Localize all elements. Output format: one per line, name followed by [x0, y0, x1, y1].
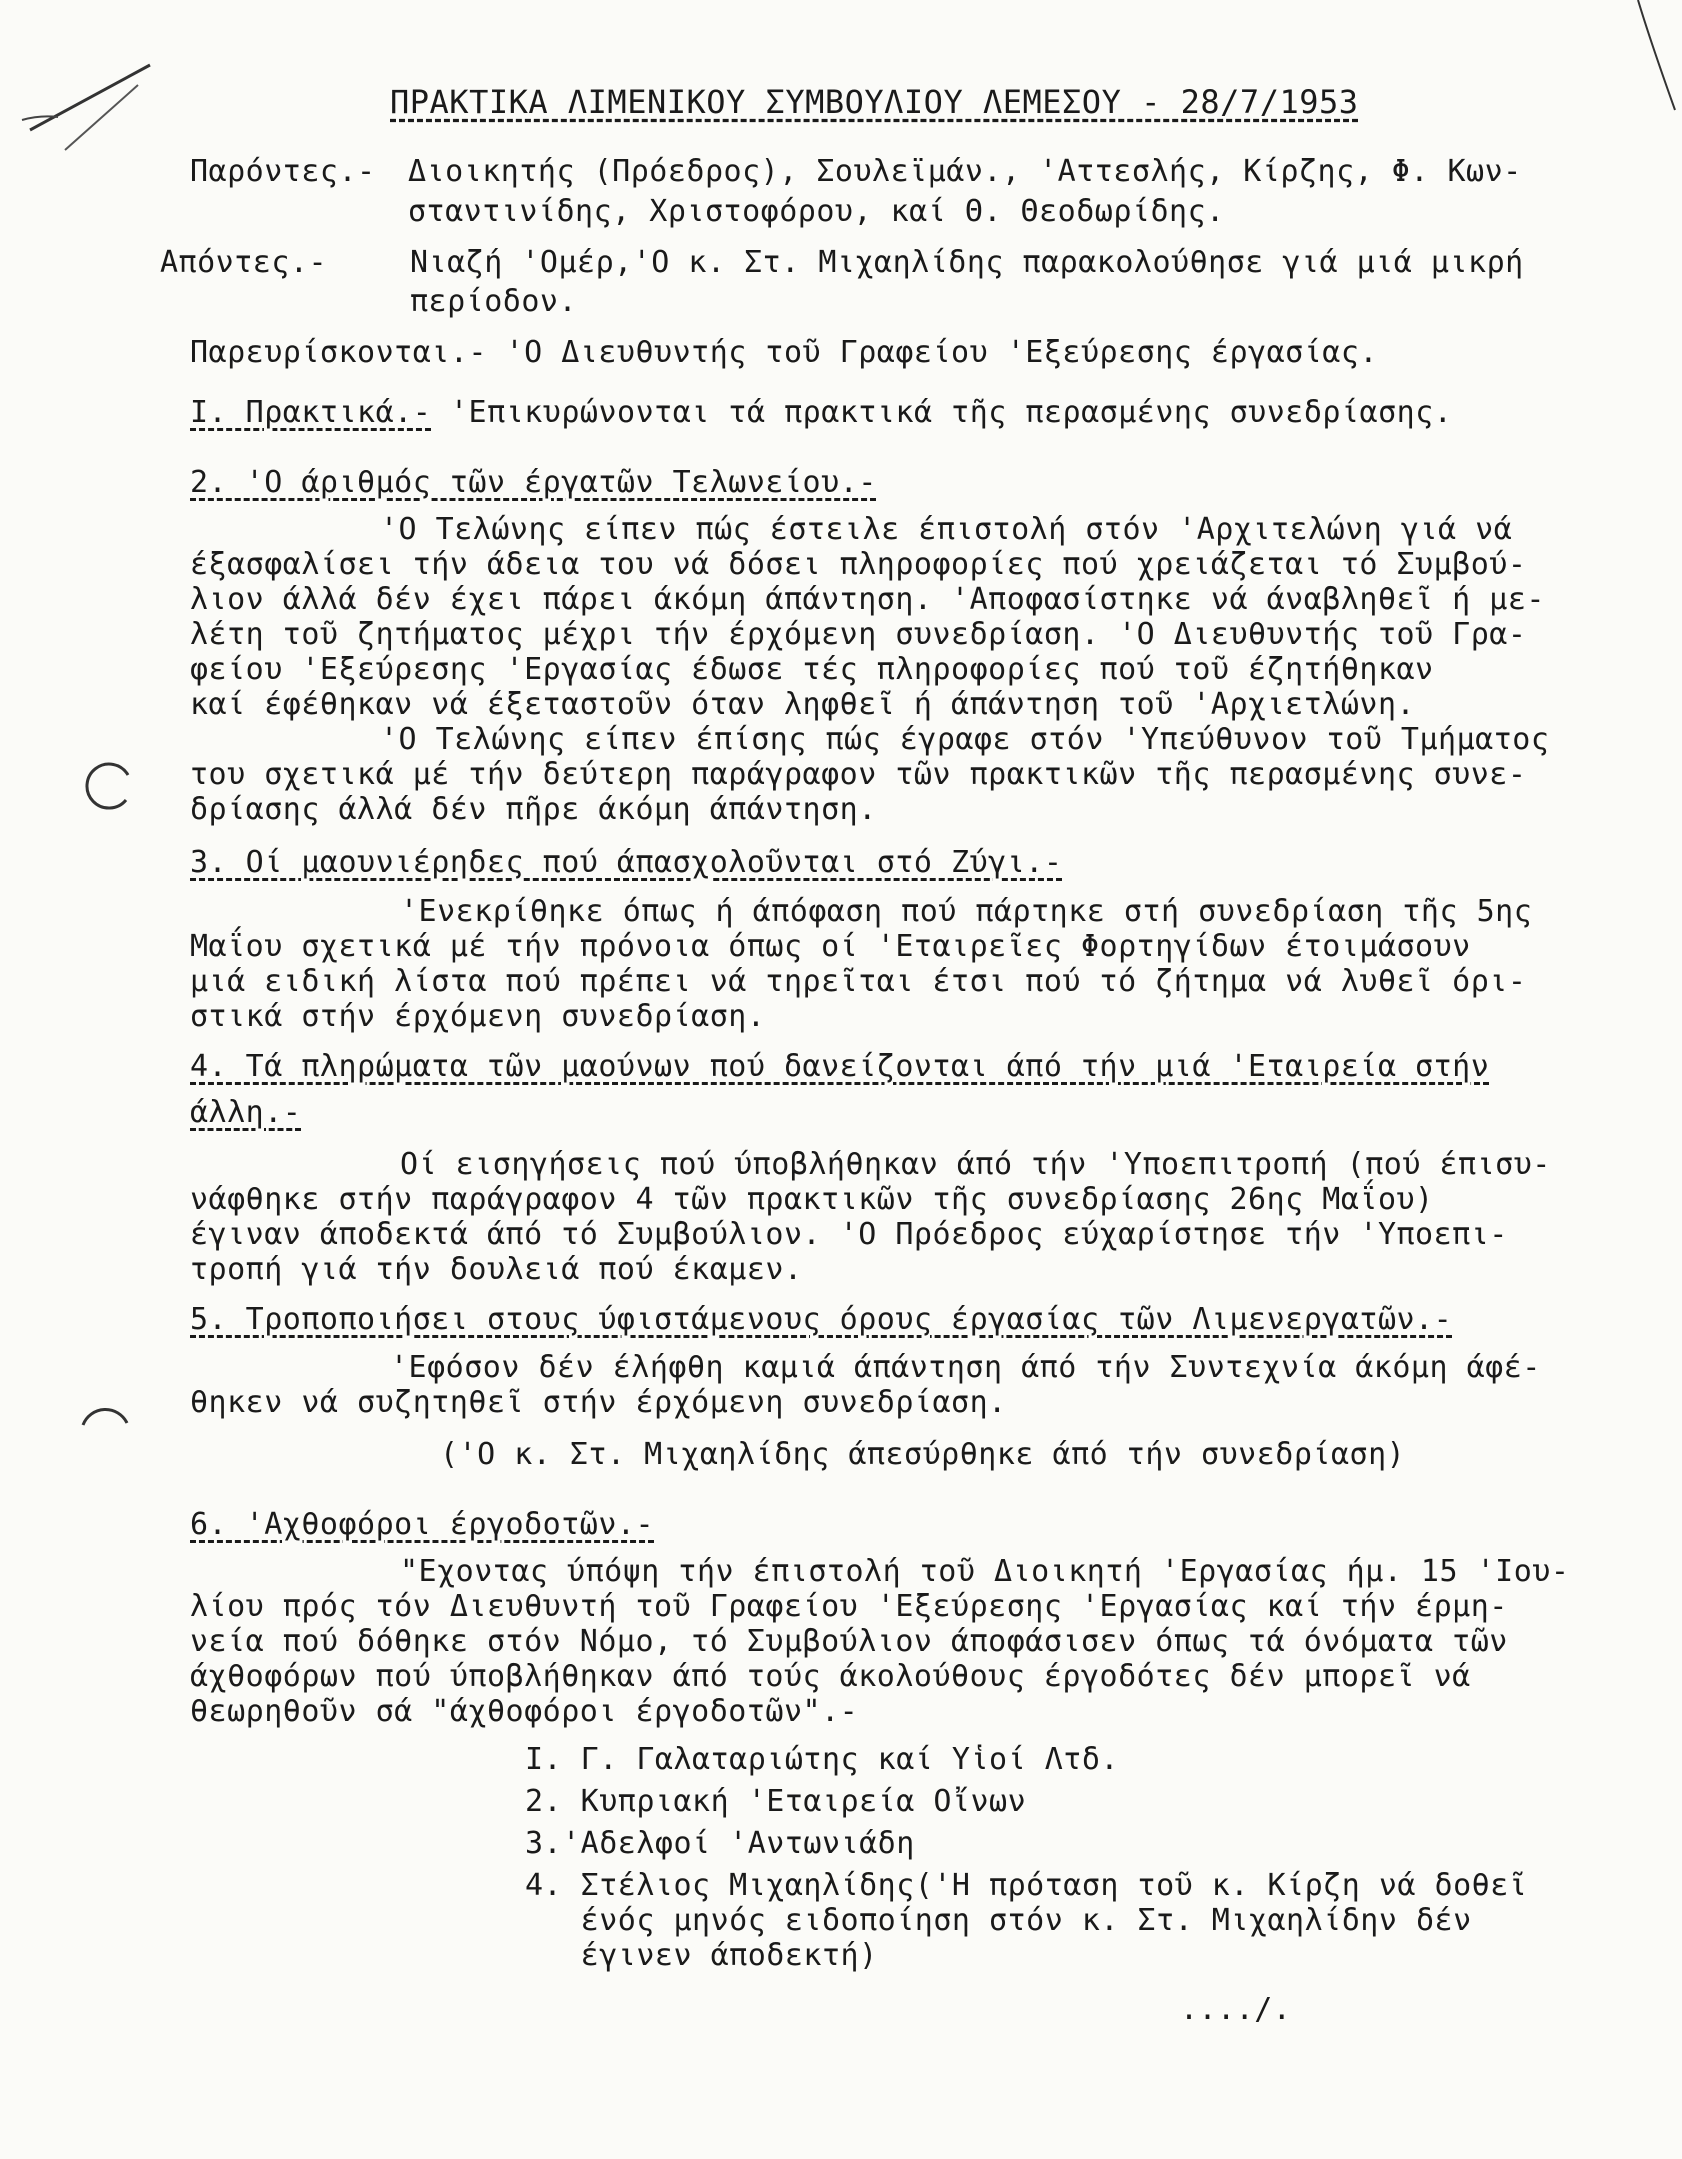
section-4-line: τροπή γιά τήν δουλειά πού έκαμεν.: [190, 1252, 803, 1287]
employer-list-item: 2. Κυπριακή 'Εταιρεία Οἴνων: [525, 1784, 1027, 1819]
punch-hole-arc-icon: [75, 1395, 135, 1455]
continuation-mark: ..../.: [1180, 1992, 1292, 2027]
section-2-line: φείου 'Εξεύρεσης 'Εργασίας έδωσε τές πληροφορίες πού τοῦ έζητήθηκαν: [190, 652, 1434, 687]
section-2-line: του σχετικά μέ τήν δεύτερη παράγραφον τῶν πρακτικῶν τῆς περασμένης συνε-: [190, 757, 1527, 792]
section-4-heading-line-2: άλλη.-: [190, 1095, 302, 1130]
section-2-line: 'Ο Τελώνης είπεν πώς έστειλε έπιστολή στόν 'Αρχιτελώνη γιά νά: [380, 512, 1513, 547]
section-5-line: 'Εφόσον δέν έλήφθη καμιά άπάντηση άπό τήν Συντεχνία άκόμη άφέ-: [390, 1350, 1541, 1385]
employer-list-item: ένός μηνός ειδοποίηση στόν κ. Στ. Μιχαηλίδην δέν: [525, 1903, 1472, 1938]
section-2-line: δρίασης άλλά δέν πῆρε άκόμη άπάντηση.: [190, 792, 877, 827]
section-4-heading-line-1: 4. Τά πληρώματα τῶν μαούνων πού δανείζονται άπό τήν μιά 'Εταιρεία στήν: [190, 1049, 1490, 1084]
section-6-line: "Εχοντας ύπόψη τήν έπιστολή τοῦ Διοικητή 'Εργασίας ήμ. 15 'Ιου-: [400, 1554, 1570, 1589]
section-4-line: έγιναν άποδεκτά άπό τό Συμβούλιον. 'Ο Πρόεδρος εύχαρίστησε τήν 'Υποεπι-: [190, 1217, 1508, 1252]
section-3-line: Μαΐου σχετικά μέ τήν πρόνοια όπως οί 'Εταιρεῖες Φορτηγίδων έτοιμάσουν: [190, 929, 1471, 964]
section-4-line: νάφθηκε στήν παράγραφον 4 τῶν πρακτικῶν τῆς συνεδρίασης 26ης Μαΐου): [190, 1182, 1434, 1217]
pen-stroke-mark: [20, 55, 160, 165]
section-2-line: 'Ο Τελώνης είπεν έπίσης πώς έγραφε στόν 'Υπεύθυνον τοῦ Τμήματος: [380, 722, 1550, 757]
section-3-line: 'Ενεκρίθηκε όπως ή άπόφαση πού πάρτηκε στή συνεδρίαση τῆς 5ης: [400, 894, 1533, 929]
employer-list-item: 3.'Αδελφοί 'Αντωνιάδη: [525, 1826, 915, 1861]
section-3-heading: 3. Οί μαουνιέρηδες πού άπασχολοῦνται στό Ζύγι.-: [190, 845, 1063, 880]
present-line-1: Διοικητής (Πρόεδρος), Σουλεϊμάν., 'Αττεσλής, Κίρζης, Φ. Κων-: [408, 154, 1522, 189]
punch-hole-circle-icon: [78, 755, 138, 815]
absent-label: Απόντες.-: [160, 245, 328, 280]
section-6-heading: 6. 'Αχθοφόροι έργοδοτῶν.-: [190, 1507, 655, 1542]
section-4-line: Οί εισηγήσεις πού ύποβλήθηκαν άπό τήν 'Υποεπιτροπή (πού έπισυ-: [400, 1147, 1551, 1182]
section-2-heading: 2. 'Ο άριθμός τῶν έργατῶν Τελωνείου.-: [190, 465, 877, 500]
section-6-line: λίου πρός τόν Διευθυντή τοῦ Γραφείου 'Εξεύρεσης 'Εργασίας καί τήν έρμη-: [190, 1589, 1508, 1624]
section-5-note: ('Ο κ. Στ. Μιχαηλίδης άπεσύρθηκε άπό τήν συνεδρίαση): [440, 1437, 1406, 1472]
employer-list-item: 4. Στέλιος Μιχαηλίδης('Η πρόταση τοῦ κ. Κίρζη νά δοθεῖ: [525, 1868, 1528, 1903]
section-2-line: καί έφέθηκαν νά έξεταστοῦν όταν ληφθεῖ ή άπάντηση τοῦ 'Αρχιετλώνη.: [190, 687, 1416, 722]
section-2-line: λέτη τοῦ ζητήματος μέχρι τήν έρχόμενη συνεδρίαση. 'Ο Διευθυντής τοῦ Γρα-: [190, 617, 1527, 652]
edge-stroke-mark: [1630, 0, 1680, 120]
section-2-line: έξασφαλίσει τήν άδεια του νά δόσει πληροφορίες πού χρειάζεται τό Συμβού-: [190, 547, 1527, 582]
section-1-heading: Ι. Πρακτικά.-: [190, 395, 432, 430]
present-line-2: σταντινίδης, Χριστοφόρου, καί Θ. Θεοδωρίδης.: [408, 194, 1225, 229]
section-1-text: 'Επικυρώνονται τά πρακτικά τῆς περασμένης συνεδρίασης.: [450, 395, 1453, 430]
present-label: Παρόντες.-: [190, 154, 376, 189]
absent-line-2: περίοδον.: [410, 284, 578, 319]
document-title: ΠΡΑΚΤΙΚΑ ΛΙΜΕΝΙΚΟΥ ΣΥΜΒΟΥΛΙΟΥ ΛΕΜΕΣΟΥ - 28/7/1953: [390, 83, 1359, 121]
employer-list-item: Ι. Γ. Γαλαταριώτης καί Υἱοί Λτδ.: [525, 1742, 1119, 1777]
section-5-line: θηκεν νά συζητηθεῖ στήν έρχόμενη συνεδρίαση.: [190, 1385, 1007, 1420]
section-2-line: λιον άλλά δέν έχει πάρει άκόμη άπάντηση. 'Αποφασίστηκε νά άναβληθεῖ ή με-: [190, 582, 1545, 617]
section-3-line: στικά στήν έρχόμενη συνεδρίαση.: [190, 999, 766, 1034]
absent-line-1: Νιαζή 'Ομέρ,'Ο κ. Στ. Μιχαηλίδης παρακολούθησε γιά μιά μικρή: [410, 245, 1524, 280]
section-5-heading: 5. Τροποποιήσει στους ύφιστάμενους όρους έργασίας τῶν Λιμενεργατῶν.-: [190, 1302, 1453, 1337]
section-6-line: άχθοφόρων πού ύποβλήθηκαν άπό τούς άκολούθους έργοδότες δέν μπορεῖ νά: [190, 1659, 1471, 1694]
employer-list-item: έγινεν άποδεκτή): [525, 1938, 878, 1973]
also-present-line: Παρευρίσκονται.- 'Ο Διευθυντής τοῦ Γραφείου 'Εξεύρεσης έργασίας.: [190, 335, 1378, 370]
section-6-line: θεωρηθοῦν σά "άχθοφόροι έργοδοτῶν".-: [190, 1694, 859, 1729]
section-3-line: μιά ειδική λίστα πού πρέπει νά τηρεῖται έτσι πού τό ζήτημα νά λυθεῖ όρι-: [190, 964, 1527, 999]
section-6-line: νεία πού δόθηκε στόν Νόμο, τό Συμβούλιον άποφάσισεν όπως τά όνόματα τῶν: [190, 1624, 1508, 1659]
